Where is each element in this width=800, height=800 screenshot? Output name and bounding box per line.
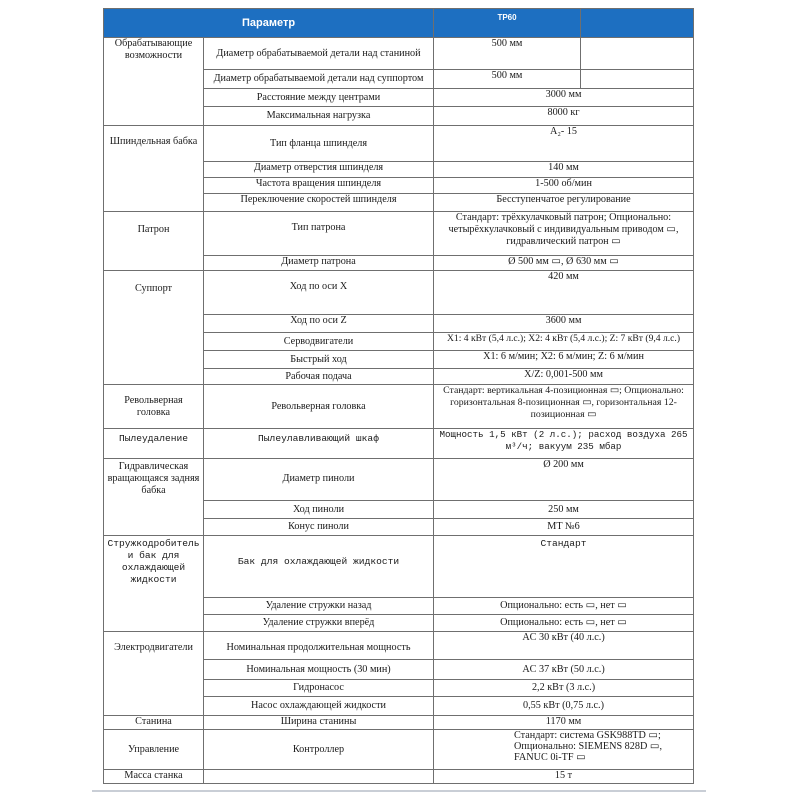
- group-dust-removal: Пылеудаление: [104, 429, 204, 459]
- param-cell: Ход по оси X: [204, 271, 434, 315]
- param-cell: Переключение скоростей шпинделя: [204, 194, 434, 212]
- group-chip-conveyor: Стружкодробитель и бак для охлаждающей жидкости: [104, 536, 204, 632]
- value-cell: Бесступенчатое регулирование: [434, 194, 694, 212]
- param-cell: Диаметр пиноли: [204, 459, 434, 501]
- value-cell: 8000 кг: [434, 107, 694, 126]
- group-weight: Масса станка: [104, 770, 204, 784]
- group-carriage: Суппорт: [104, 271, 204, 385]
- value-cell: 1-500 об/мин: [434, 178, 694, 194]
- table-row: [104, 536, 694, 598]
- header-parameter: Параметр: [104, 9, 434, 38]
- value-cell: Стандарт: трёхкулачковый патрон; Опционально: четырёхкулачковый с индивидуальным приводом ▭, гидравлический патрон ▭: [434, 212, 694, 256]
- value-cell: 2,2 кВт (3 л.с.): [434, 680, 694, 697]
- spec-table: [103, 8, 694, 784]
- group-control: Управление: [104, 730, 204, 770]
- value-cell: X/Z: 0,001-500 мм: [434, 369, 694, 385]
- value-cell: A₂- 15: [434, 126, 694, 162]
- param-cell: Удаление стружки вперёд: [204, 615, 434, 632]
- param-cell: Номинальная мощность (30 мин): [204, 660, 434, 680]
- param-cell: Тип патрона: [204, 212, 434, 256]
- param-cell: Насос охлаждающей жидкости: [204, 697, 434, 716]
- table-row: [104, 716, 694, 730]
- blank-cell: [204, 770, 434, 784]
- param-cell: Серводвигатели: [204, 333, 434, 351]
- value-cell: 3600 мм: [434, 315, 694, 333]
- value-cell: Стандарт: вертикальная 4-позиционная ▭; Опционально: горизонтальная 8-позиционная ▭, горизонтальная 12-позиционная ▭: [434, 385, 694, 429]
- group-spindle-head: Шпиндельная бабка: [104, 126, 204, 212]
- value-cell: 500 мм: [434, 70, 581, 89]
- value-cell: 420 мм: [434, 271, 694, 315]
- group-turret: Револьверная головка: [104, 385, 204, 429]
- value-cell: AC 37 кВт (50 л.с.): [434, 660, 694, 680]
- param-cell: Ширина станины: [204, 716, 434, 730]
- value-cell: MT №6: [434, 519, 694, 536]
- group-motors: Электродвигатели: [104, 632, 204, 716]
- param-cell: Быстрый ход: [204, 351, 434, 369]
- blank-cell: [581, 38, 694, 70]
- value-cell: 500 мм: [434, 38, 581, 70]
- table-row: [104, 730, 694, 770]
- value-cell: 140 мм: [434, 162, 694, 178]
- param-cell: Расстояние между центрами: [204, 89, 434, 107]
- value-cell: X1: 6 м/мин; X2: 6 м/мин; Z: 6 м/мин: [434, 351, 694, 369]
- param-cell: Пылеулавливающий шкаф: [204, 429, 434, 459]
- table-row: [104, 38, 694, 70]
- value-cell: Стандарт: [434, 536, 694, 598]
- bottom-divider: [92, 790, 706, 792]
- param-cell: Ход по оси Z: [204, 315, 434, 333]
- value-cell: Опционально: есть ▭, нет ▭: [434, 598, 694, 615]
- value-cell: Ø 200 мм: [434, 459, 694, 501]
- param-cell: Тип фланца шпинделя: [204, 126, 434, 162]
- value-cell: 0,55 кВт (0,75 л.с.): [434, 697, 694, 716]
- param-cell: Контроллер: [204, 730, 434, 770]
- value-cell: Опционально: есть ▭, нет ▭: [434, 615, 694, 632]
- group-machining: Обрабатывающие возможности: [104, 38, 204, 126]
- value-cell: Мощность 1,5 кВт (2 л.с.); расход воздуха 265 м³/ч; вакуум 235 мбар: [434, 429, 694, 459]
- param-cell: Ход пиноли: [204, 501, 434, 519]
- value-cell: AC 30 кВт (40 л.с.): [434, 632, 694, 660]
- group-tailstock: Гидравлическая вращающаяся задняя бабка: [104, 459, 204, 536]
- value-cell: Ø 500 мм ▭, Ø 630 мм ▭: [434, 256, 694, 271]
- param-cell: Гидронасос: [204, 680, 434, 697]
- param-cell: Диаметр обрабатываемой детали над суппортом: [204, 70, 434, 89]
- param-cell: Диаметр отверстия шпинделя: [204, 162, 434, 178]
- table-row: [104, 632, 694, 660]
- param-cell: Конус пиноли: [204, 519, 434, 536]
- table-row: [104, 385, 694, 429]
- blank-cell: [581, 70, 694, 89]
- table-row: [104, 212, 694, 256]
- header-blank-cell: [581, 9, 694, 38]
- param-cell: Частота вращения шпинделя: [204, 178, 434, 194]
- spec-sheet: [103, 8, 693, 784]
- group-chuck: Патрон: [104, 212, 204, 271]
- value-cell: 15 т: [434, 770, 694, 784]
- value-cell: 3000 мм: [434, 89, 694, 107]
- table-row: [104, 271, 694, 315]
- param-cell: Диаметр обрабатываемой детали над станиной: [204, 38, 434, 70]
- group-bed: Станина: [104, 716, 204, 730]
- param-cell: Револьверная головка: [204, 385, 434, 429]
- table-row: [104, 459, 694, 501]
- param-cell: Диаметр патрона: [204, 256, 434, 271]
- table-row: [104, 770, 694, 784]
- value-cell: X1: 4 кВт (5,4 л.с.); X2: 4 кВт (5,4 л.с.); Z: 7 кВт (9,4 л.с.): [434, 333, 694, 351]
- table-row: [104, 126, 694, 162]
- param-cell: Номинальная продолжительная мощность: [204, 632, 434, 660]
- value-cell: 250 мм: [434, 501, 694, 519]
- param-cell: Максимальная нагрузка: [204, 107, 434, 126]
- param-cell: Удаление стружки назад: [204, 598, 434, 615]
- header-model: TP60: [434, 9, 581, 38]
- param-cell: Рабочая подача: [204, 369, 434, 385]
- value-cell: 1170 мм: [434, 716, 694, 730]
- value-cell: Стандарт: система GSK988TD ▭; Опционально: SIEMENS 828D ▭, FANUC 0i-TF ▭: [434, 730, 694, 770]
- header-row: [104, 9, 694, 38]
- param-cell: Бак для охлаждающей жидкости: [204, 536, 434, 598]
- table-row: [104, 429, 694, 459]
